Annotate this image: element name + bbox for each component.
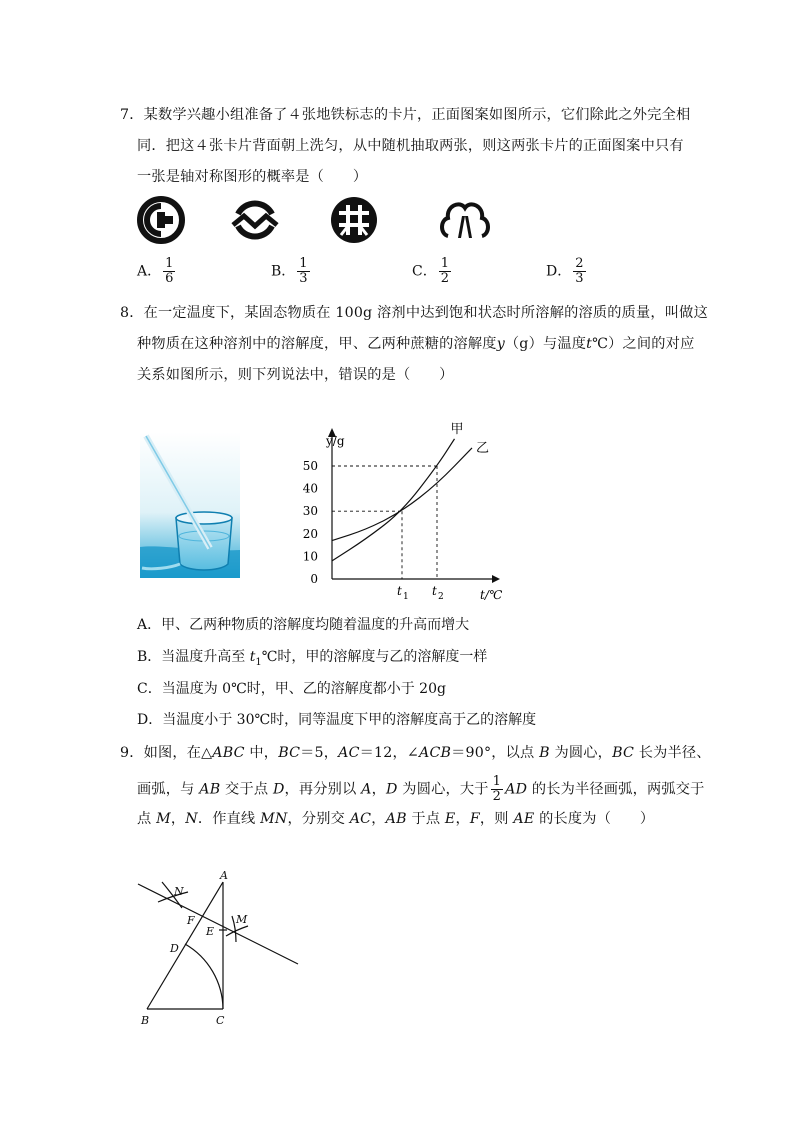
q9-l3-part-15: AE — [513, 811, 535, 827]
q7-option-c-fraction — [439, 257, 451, 286]
q9-l3-part-2: ， — [170, 811, 186, 827]
series-label-1: 乙 — [476, 440, 490, 456]
q8-option-b-label: B． — [137, 649, 162, 665]
q9-line-2 — [137, 775, 705, 804]
q9-line-3 — [137, 808, 654, 828]
q8-option-b-var: t — [249, 649, 256, 665]
q9-l1-part-6: ＝12，∠ — [359, 745, 419, 761]
q7-option-a — [137, 257, 177, 286]
q7-line-2 — [137, 135, 684, 155]
q8-var-y: y — [496, 336, 505, 352]
q7-option-d-fraction — [573, 257, 585, 286]
q7-text-3: 一张是轴对称图形的概率是（ ） — [137, 169, 368, 185]
q9-text-1 — [144, 745, 711, 761]
series-label-0: 甲 — [450, 421, 464, 437]
q8-option-b-sub: 1 — [255, 656, 262, 668]
q9-number: 9． — [120, 745, 144, 761]
q9-l3-part-13: F — [469, 811, 480, 827]
q9-fraction-half — [491, 775, 503, 804]
q9-l3-part-7: AC — [349, 811, 372, 827]
q9-l1-part-3: BC — [278, 745, 301, 761]
q8-line-3 — [137, 364, 454, 384]
q8-option-a-text: 甲、乙两种物质的溶解度均随着温度的升高而增大 — [161, 617, 470, 633]
q8-option-c-text: 当温度为 0℃时，甲、乙的溶解度都小于 20g — [161, 681, 446, 697]
q8-line-2 — [137, 333, 694, 353]
triangle-construction-figure — [132, 868, 304, 1028]
y-tick-label-0: 0 — [310, 572, 318, 586]
arc-m-2 — [226, 926, 248, 936]
q9-l1-part-5: AC — [338, 745, 360, 761]
x-tick-sub-2: 2 — [438, 592, 444, 602]
segment-ab — [147, 882, 223, 1009]
arc-bd — [185, 944, 223, 1009]
q7-option-a-label: A． — [137, 263, 162, 280]
label-c: C — [216, 1014, 225, 1027]
q7-option-d-den: 3 — [575, 271, 584, 286]
q7-option-d-num: 2 — [575, 256, 584, 271]
y-tick-label-40: 40 — [302, 481, 318, 496]
label-b: B — [141, 1014, 150, 1027]
shenzhen-subway-logo-icon — [230, 196, 280, 244]
q8-number: 8． — [120, 305, 144, 321]
y-tick-label-50: 50 — [302, 459, 318, 473]
q9-l3-part-0: 点 — [137, 811, 157, 827]
q8-option-a-label: A． — [137, 617, 162, 633]
q9-frac-den: 2 — [492, 789, 502, 804]
q9-var-d: D — [272, 781, 285, 798]
q7-option-a-fraction — [163, 257, 175, 286]
q7-option-b-label: B． — [271, 263, 296, 280]
q9-l3-part-12: ， — [455, 811, 470, 827]
q9-l3-part-6: ，分别交 — [287, 811, 350, 827]
x-tick-label-t2: t — [432, 584, 437, 598]
q9-l1-part-8: ＝90°，以点 — [451, 745, 540, 761]
q8-text-2a: 种物质在这种溶剂中的溶解度，甲、乙两种蔗糖的溶解度 — [137, 336, 497, 352]
q9-l1-part-7: ACB — [419, 745, 452, 761]
y-tick-label-20: 20 — [302, 526, 318, 541]
q9-l3-part-11: E — [444, 811, 456, 827]
q7-option-a-den: 6 — [165, 271, 174, 286]
q8-option-b — [137, 646, 487, 668]
q9-text-2c: ，再分别以 — [284, 781, 362, 798]
q9-var-ad: AD — [505, 781, 528, 798]
q9-line-1 — [120, 742, 711, 762]
q9-text-comma: ， — [371, 781, 387, 798]
label-f: F — [187, 914, 195, 927]
series-curve-1 — [332, 448, 472, 541]
q9-l1-part-0: 如图，在△ — [143, 745, 213, 761]
q9-l1-part-10: 为圆心， — [549, 745, 613, 761]
solubility-chart — [292, 415, 520, 607]
q7-option-a-num: 1 — [165, 256, 174, 271]
guangzhou-metro-logo-icon — [438, 196, 492, 244]
q9-l1-part-12: 长为半径、 — [634, 745, 711, 761]
q8-option-b-post: ℃时，甲的溶解度与乙的溶解度一样 — [261, 649, 488, 665]
q9-l1-part-9: B — [539, 745, 550, 761]
q8-option-c — [137, 678, 446, 698]
beaker-photo — [140, 432, 240, 578]
y-tick-label-30: 30 — [302, 504, 318, 519]
q9-frac-num: 1 — [492, 774, 502, 789]
q9-l3-part-3: N — [185, 811, 198, 827]
q8-text-3: 关系如图所示，则下列说法中，错误的是（ ） — [137, 367, 454, 383]
q9-text-2a: 画弧，与 — [137, 781, 200, 798]
q9-text-2f: 的长为半径画弧，两弧交于 — [527, 781, 705, 798]
q9-l3-part-10: 于点 — [406, 811, 445, 827]
label-d: D — [170, 942, 179, 955]
q9-l3-part-9: AB — [385, 811, 407, 827]
q8-text-2c: ℃）之间的对应 — [592, 336, 695, 352]
q9-l3-part-4: ．作直线 — [197, 811, 261, 827]
q7-option-d — [546, 257, 588, 286]
y-tick-label-10: 10 — [302, 549, 318, 564]
x-tick-label-t1: t — [397, 584, 402, 598]
x-axis-label: t/℃ — [480, 588, 503, 602]
label-a: A — [220, 869, 228, 882]
q8-option-c-label: C． — [137, 681, 162, 697]
q7-option-b-fraction — [297, 257, 309, 286]
q8-var-t: t — [586, 336, 593, 352]
q9-text-2e: 为圆心，大于 — [397, 781, 489, 798]
shanghai-metro-logo-icon — [330, 196, 378, 244]
q7-option-c — [412, 257, 453, 286]
q7-option-b-den: 3 — [299, 271, 308, 286]
q7-option-d-label: D． — [546, 263, 572, 280]
x-tick-sub-1: 1 — [403, 592, 409, 602]
q7-number: 7． — [120, 107, 144, 123]
beijing-subway-logo-icon — [137, 196, 185, 244]
q9-var-d2: D — [386, 781, 398, 798]
q8-option-a — [137, 614, 469, 634]
q8-option-d-text: 当温度小于 30℃时，同等温度下甲的溶解度高于乙的溶解度 — [162, 712, 537, 728]
q9-l1-part-11: BC — [612, 745, 635, 761]
q8-option-d-label: D． — [137, 712, 163, 728]
label-n: N — [174, 885, 184, 898]
y-axis-label: y/g — [326, 434, 345, 448]
line-mn — [138, 884, 298, 964]
q7-text-2: 同．把这４张卡片背面朝上洗匀，从中随机抽取两张，则这两张卡片的正面图案中只有 — [137, 138, 684, 154]
q8-text-2b: （g）与温度 — [504, 336, 587, 352]
q8-option-d — [137, 709, 536, 729]
label-e: E — [206, 925, 215, 938]
series-curve-0 — [332, 439, 455, 561]
q9-l3-part-8: ， — [371, 811, 386, 827]
q8-text-1: 在一定温度下，某固态物质在 100g 溶剂中达到饱和状态时所溶解的溶质的质量，叫做这 — [143, 305, 708, 321]
q9-l1-part-1: ABC — [212, 745, 245, 761]
q9-l3-part-1: M — [156, 811, 171, 827]
q7-text-1: 某数学兴趣小组准备了４张地铁标志的卡片，正面图案如图所示，它们除此之外完全相 — [143, 107, 691, 123]
q9-l3-part-5: MN — [260, 811, 288, 827]
q9-l3-part-14: ，则 — [479, 811, 514, 827]
q9-l1-part-4: ＝5， — [300, 745, 339, 761]
q9-var-ab: AB — [199, 781, 221, 798]
q7-option-c-den: 2 — [440, 271, 449, 286]
q9-l1-part-2: 中， — [244, 745, 279, 761]
q7-option-c-num: 1 — [440, 256, 449, 271]
q7-line-1 — [120, 104, 690, 124]
q7-option-c-label: C． — [412, 263, 437, 280]
label-m: M — [236, 913, 248, 926]
q9-l3-part-16: 的长度为（ ） — [534, 811, 655, 827]
q7-line-3 — [137, 166, 367, 186]
x-axis-arrow — [492, 575, 500, 583]
q9-text-2b: 交于点 — [220, 781, 273, 798]
q7-option-b-num: 1 — [299, 256, 308, 271]
q8-line-1 — [120, 302, 708, 322]
q9-var-a: A — [361, 781, 372, 798]
q7-option-b — [271, 257, 312, 286]
q8-option-b-pre: 当温度升高至 — [161, 649, 250, 665]
